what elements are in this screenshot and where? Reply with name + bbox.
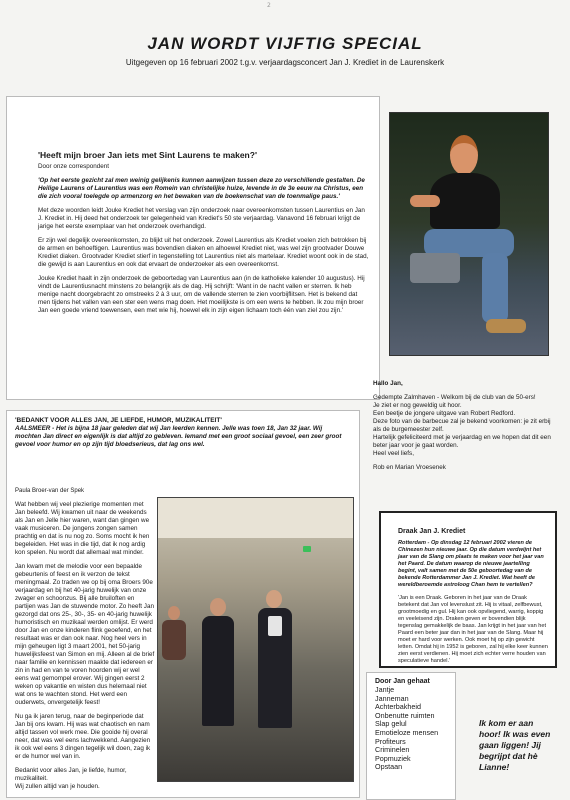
list-item: Profiteurs — [375, 736, 406, 746]
page-subtitle: Uitgegeven op 16 februari 2002 t.g.v. verjaardagsconcert Jan J. Krediet in de Laurenskerk — [125, 58, 445, 67]
shirt-shape — [430, 173, 500, 229]
article1-paragraph: Er zijn wel degelijk overeenkomsten, zo blijkt uit het onderzoek. Zowel Laurentius als Krediet voelen zich betrokken bij de armen en behoeftigen. Laurentius was bovendien diaken en alhoewel Krediet niet, was wel zijn grootvader Douwe Krediet diaken. Grootvader Krediet stierf in tegenstelling tot Laurentius niet als martelaar. Krediet woont ook in de stad, die gewijd is aan Laurentius en ook dat ervaart de onderzoeker als een overeenkomst. — [38, 237, 369, 268]
shoe-shape — [486, 319, 526, 333]
list-item: Jantje — [375, 685, 395, 694]
page-title: JAN WORDT VIJFTIG SPECIAL — [147, 34, 423, 53]
hallo-line: Een beetje de jongere uitgave van Robert Redford. — [373, 410, 516, 417]
arm-shape — [410, 195, 440, 207]
article2-heading: 'BEDANKT VOOR ALLES JAN, JE LIEFDE, HUMOR, MUZIKALITEIT' — [15, 417, 222, 424]
list-item: Emotieloze mensen — [375, 727, 439, 737]
article1-paragraph: Met deze woorden leidt Jouke Krediet het verslag van zijn onderzoek naar overeenkomsten tussen Laurentius en Jan J. Krediet in. Hij deed het onderzoek ter gelegenheid van Krediet's 50 ste verjaardag. Vanavond 16 februari krijgt de jarige het eerste exemplaar van het onderzoek overhandigd. — [38, 207, 365, 230]
draak-heading: Draak Jan J. Krediet — [398, 528, 466, 535]
article2-intro — [15, 425, 347, 449]
chair-shape — [410, 253, 460, 283]
article2-paragraph: Wij zullen altijd van je houden. — [15, 783, 100, 790]
list-item: Popmuziek — [375, 753, 411, 763]
article2-body — [15, 487, 155, 791]
article2-byline: Paula Broer-van der Spek — [15, 488, 85, 494]
man-suit-shape — [202, 616, 234, 726]
photo-jan-seated — [389, 112, 549, 356]
article1-body — [38, 163, 370, 321]
leg-shape — [482, 253, 508, 323]
ceiling-shape — [158, 498, 353, 538]
draak-body — [398, 540, 548, 671]
audience-shape — [162, 620, 186, 660]
list-item: Opstaan — [375, 762, 403, 772]
handwritten-quote: Ik kom er aan hoor! Ik was even gaan liggen! Jij begrijpt dat hè Lianne! — [479, 718, 551, 772]
draak-text: 'Jan is een Draak. Geboren in het jaar van de Draak betekent dat Jan vol levenslust zit. Hij is vitaal, zelfbewust, grootmoedig en gul. Hij kan ook opvliegend, warrig, koppig en veeleisend zijn. Draken geven er bovendien blijk tegenslag gemakkelijk de baas. Jan krijgt in het jaar van het Paard een beter jaar dan in het jaar van de Slang. Maar hij moet er hard voor werken. Ook moet hij op zijn gewicht letten. Omdat hij in 1952 is geboren, zal hij elke keer kunnen zien eerst verdienen. Hij moet zich echter verre houden van speculatieve handel.' — [398, 595, 548, 664]
door-jan-heading: Door Jan gehaat — [375, 678, 430, 685]
article2-intro-place: AALSMEER — [15, 425, 51, 432]
list-item: Slap gelul — [375, 719, 407, 729]
head-shape — [266, 590, 282, 608]
head-shape — [210, 598, 226, 616]
article2-paragraph: Nu ga ik jaren terug, naar de beginperiode dat Jan bij ons kwam. Hij was wat chaotisch en nam altijd tassen vol werk mee. Die gooide hij overal neer, dat was wel eens lachwekkend. Aangezien ik ook wel eens 3 dingen tegelijk wil doen, zag ik er de humor wel van in. — [15, 713, 151, 760]
hallo-line: Heel veel liefs, — [373, 450, 414, 457]
article1-lead: 'Op het eerste gezicht zal men weinig gelijkenis kunnen aanwijzen tussen deze zo verschillende gestalten. De Heilige Laurens of Laurentius was een Romein van christelijke huize, levende in de 3e eeuw na Christus, een die zich vooral toelegde op armenzorg en het bewaken van de boekenschat van de toenmalige paus.' — [38, 177, 365, 200]
hallo-line: Deze foto van de barbecue zal je bekend voorkomen: je zit erbij als de burgemeester zelf. — [373, 418, 551, 433]
article2-paragraph: Jan kwam met de melodie voor een bepaalde gebeurtenis of feest en ik verzon de tekst meningmaal. Zo traden we op bij oma Broers 90e verjaardag en bij het 40-jarig huwelijk van onze zwager en schoonzus. Bij alle bruiloften en partijen was Jan de stuwende motor. Zo heeft Jan gezorgd dat ons 25-, 30-, 35- en 40-jarig huwelijk humoristisch en muzikaal werden omlijst. Er werd door Jan en onze kinderen flink geoefend, en het resultaat was er dan ook naar. Nog heel vers in mijn geheugen ligt 3 maart 2001, het 50-jarig huwelijksfeest van Simon en mij. Alleen al de brief naar familie en kennissen maakte dat iedereen er zin in had en van te voren hoorden wij er wel eens wat gemompel erover. Wij gingen eerst 2 weken op vakantie en wisten dus helemaal niet wat ons te wachten stond. Het werd een ouderwets, onvergetelijk feest! — [15, 563, 155, 706]
list-item: Criminelen — [375, 745, 410, 755]
list-item: Achterbakheid — [375, 702, 421, 712]
hallo-line: Hartelijk gefeliciteerd met je verjaardag en we hopen dat dit een beter jaar voor je gaat worden. — [373, 434, 551, 449]
hallo-line: Gedempte Zalmhaven - Welkom bij de club van de 50-ers! — [373, 394, 536, 401]
article1-heading: 'Heeft mijn broer Jan iets met Sint Laurens te maken?' — [38, 150, 257, 160]
draak-lead: Rotterdam - Op dinsdag 12 februari 2002 vieren de Chinezen hun nieuwe jaar. Op die datum verdwijnt het jaar van de Slang om plaats te maken voor het jaar van het Paard. De datum waarop de nieuwe jaartelling begint, valt samen met de 50e geboortedag van de bekende Rotterdammer Jan J. Krediet. Wat heeft de wereldberoemde astroloog Chan hem te vertellen? — [398, 540, 544, 588]
door-jan-list — [375, 678, 438, 772]
photo-hall-group — [157, 497, 354, 782]
article1-byline: Door onze correspondent — [38, 163, 110, 170]
exit-sign-shape — [303, 546, 311, 552]
paper-shape — [268, 616, 282, 636]
head-shape — [168, 606, 180, 620]
hallo-greeting: Hallo Jan, — [373, 380, 403, 387]
list-item: Onbenutte ruimten — [375, 710, 435, 720]
article2-intro-text: - Het is bijna 18 jaar geleden dat wij Jan leerden kennen. Jelle was toen 18, Jan 32 jaar. Wij mochten Jan direct en eigenlijk is dat altijd zo gebleven. Iemand met een groot sociaal gevoel, een zeer groot gevoel voor humor en op zijn tijd bloedserieus, dat lag ons wel. — [15, 425, 342, 448]
page-number: 2 — [267, 2, 271, 9]
article1-paragraph: Jouke Krediet haalt in zijn onderzoek de geboortedag van Laurentius aan (in de katholieke kalender 10 augustus). Hij vindt de Laurentiusnacht minstens zo belangrijk als de dag. Hij schrijft: 'Want in de nacht vallen er sterren. Ik heb menige nacht doorgebracht zo omstreeks 2 à 3 uur, om de vallende sterren te zien voorbijflitsen. Het is bekend dat men tijdens het vallen van een ster een wens mag doen. Het moeilijkste is om een wens te hebben. Ik zou mijn broer Jan een goede vriend toewensen, een met wie hij, hoewel elk in zijn eigen lichaam toch één van ziel zou zijn.' — [38, 275, 365, 314]
head-shape — [450, 135, 478, 175]
hallo-note — [373, 380, 559, 472]
hallo-line: Je ziet er nog geweldig uit hoor. — [373, 402, 462, 409]
article2-paragraph: Bedankt voor alles Jan, je liefde, humor, muzikaliteit. — [15, 767, 127, 782]
article2-paragraph: Wat hebben wij veel plezierige momenten met Jan beleefd. Wij kwamen uit naar de weekends als Jan en Jelle hier waren, want dan gingen we vaak musiceren. De jongens zongen samen prachtig en dat is nu nog zo. Soms mocht ik hen begeleiden. Het was in die tijd, dat ik nog ardig kon spelen. Nu wordt dat allemaal wat minder. — [15, 501, 150, 556]
hallo-signature: Rob en Marian Vroesenek — [373, 464, 446, 471]
list-item: Janneman — [375, 693, 409, 703]
